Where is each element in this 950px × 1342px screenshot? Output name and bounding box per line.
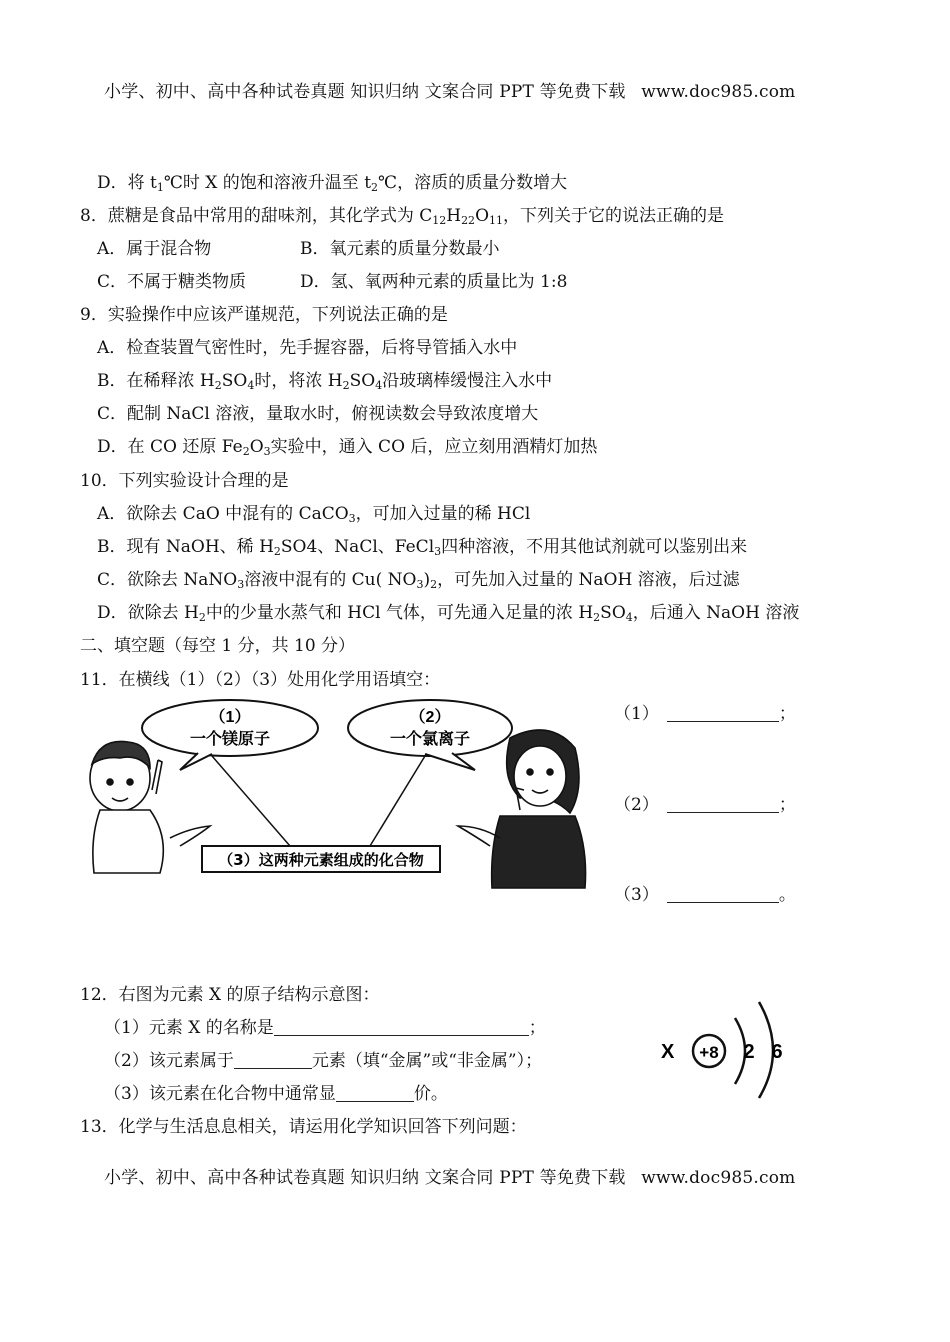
q8-option-d: D．氢、氧两种元素的质量比为 1:8: [300, 272, 568, 292]
compound-box-text: （3）这两种元素组成的化合物: [218, 851, 424, 869]
q9-option-d: D．在 CO 还原 $Fe_2O_3$实验中，通入 CO 后，应立刻用酒精灯加热: [97, 437, 598, 458]
q11-blank-2[interactable]: [667, 794, 779, 813]
page-header: [104, 80, 795, 104]
q10-option-b: B．现有 NaOH、稀 $H_2SO4$、NaCl、FeCl$_3$四种溶液，不用其他试剂就可以鉴别出来: [97, 537, 748, 558]
q9-stem: 9．实验操作中应该严谨规范，下列说法正确的是: [80, 305, 448, 325]
section-title: 二、填空题（每空 1 分，共 10 分）: [80, 636, 356, 656]
q12-line-2: （2）该元素属于 元素（填“金属”或“非金属”）；: [104, 1051, 543, 1071]
bubble1-num: （1）: [209, 709, 251, 726]
q11-illustration: [80, 698, 590, 898]
q12-line-1: （1）元素 X 的名称是 ；: [104, 1018, 546, 1038]
atom-symbol: X: [661, 1041, 675, 1063]
q12-blank-1[interactable]: [274, 1017, 529, 1036]
q12-blank-2[interactable]: [234, 1050, 312, 1069]
q11-answer-2: （2） ；: [614, 795, 796, 815]
q10-stem: 10．下列实验设计合理的是: [80, 471, 289, 491]
nucleus-charge: +8: [699, 1043, 719, 1062]
q13-stem: 13．化学与生活息息相关，请运用化学知识回答下列问题：: [80, 1117, 527, 1137]
q11-blank-1[interactable]: [667, 703, 779, 722]
page-footer: [104, 1166, 795, 1190]
bubble1-text: 一个镁原子: [189, 729, 271, 748]
q8-option-b: B．氧元素的质量分数最小: [300, 239, 500, 259]
footer-url[interactable]: www.doc985.com: [641, 1168, 796, 1188]
q10-option-c: C．欲除去 NaNO$_3$溶液中混有的 Cu( $NO_3)_2$，可先加入过量的 NaOH 溶液，后过滤: [97, 570, 740, 591]
header-url[interactable]: www.doc985.com: [641, 82, 796, 102]
bubble2-num: （2）: [409, 709, 451, 726]
q11-answer-3: （3） 。: [614, 885, 796, 905]
q7-option-d: D．将 $t_1℃$时 X 的饱和溶液升温至 $t_2℃$，溶质的质量分数增大: [97, 173, 568, 194]
header-text: 小学、初中、高中各种试卷真题 知识归纳 文案合同 PPT 等免费下载: [104, 82, 626, 102]
q10-option-d: D．欲除去 $H_2$中的少量水蒸气和 HCl 气体，可先通入足量的浓 $H_2SO_4$，后通入 NaOH 溶液: [97, 603, 800, 624]
q11-blank-3[interactable]: [667, 884, 779, 903]
q8-option-a: A．属于混合物: [97, 239, 212, 259]
shell-1-electrons: 2: [743, 1041, 755, 1063]
q12-stem: 12．右图为元素 X 的原子结构示意图：: [80, 985, 380, 1005]
q12-blank-3[interactable]: [336, 1083, 414, 1102]
atom-structure-diagram: [655, 1000, 795, 1100]
q8-option-c: C．不属于糖类物质: [97, 272, 247, 292]
q8-stem: 8．蔗糖是食品中常用的甜味剂，其化学式为 $C_{12}H_{22}O_{11}$，下列关于它的说法正确的是: [80, 206, 724, 227]
shell-2-electrons: 6: [771, 1041, 783, 1063]
q9-option-c: C．配制 NaCl 溶液，量取水时，俯视读数会导致浓度增大: [97, 404, 539, 424]
q11-stem: 11．在横线（1）（2）（3）处用化学用语填空：: [80, 670, 441, 690]
q9-option-a: A．检查装置气密性时，先手握容器，后将导管插入水中: [97, 338, 518, 358]
q9-option-b: B．在稀释浓 $H_2SO_4$时，将浓 $H_2SO_4$沿玻璃棒缓慢注入水中: [97, 371, 553, 392]
q10-option-a: A．欲除去 CaO 中混有的 CaCO$_3$，可加入过量的稀 HCl: [97, 504, 531, 525]
bubble2-text: 一个氯离子: [389, 729, 471, 748]
q12-line-3: （3）该元素在化合物中通常显 价。: [104, 1084, 448, 1104]
q11-answer-1: （1） ；: [614, 704, 796, 724]
girl-figure: [458, 730, 586, 888]
footer-text: 小学、初中、高中各种试卷真题 知识归纳 文案合同 PPT 等免费下载: [104, 1168, 626, 1188]
